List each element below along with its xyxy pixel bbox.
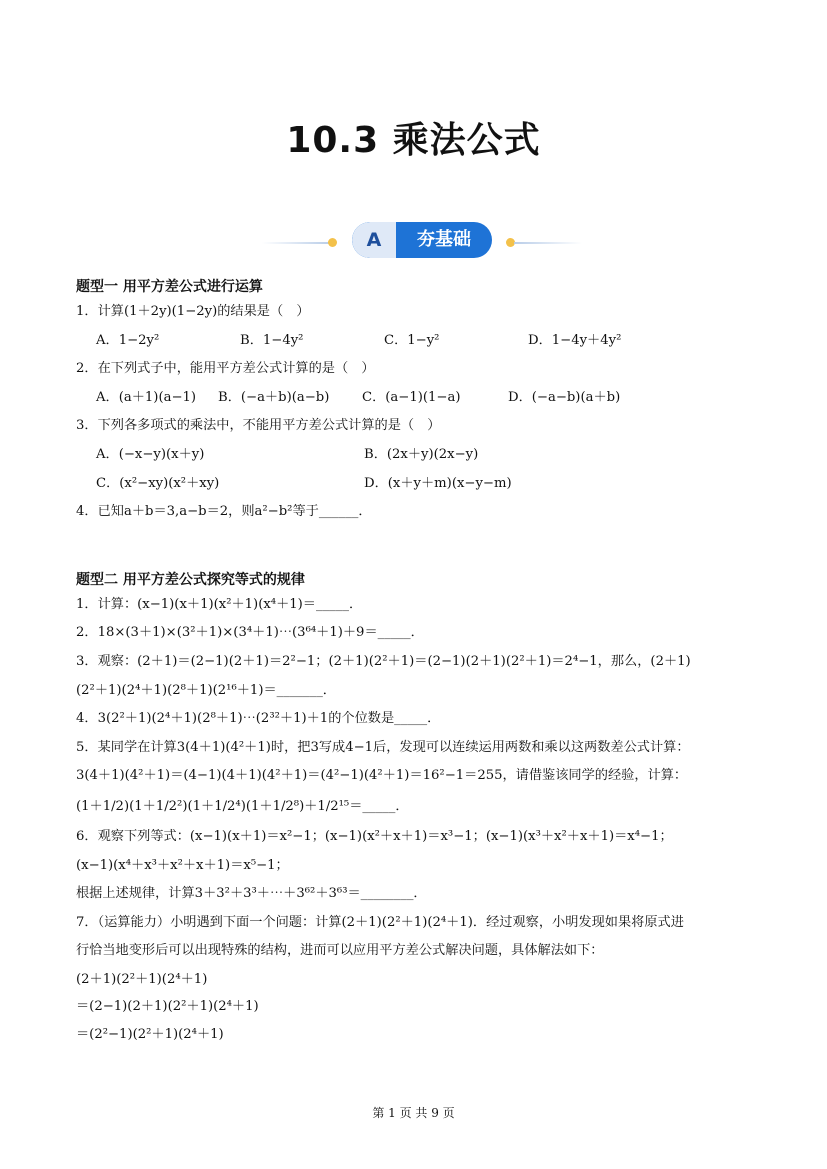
option-c: C．(a−1)(1−a) [362,389,461,405]
option-d: D．1−4y＋4y² [528,332,622,348]
question-2-7-line1: 7．（运算能力）小明遇到下面一个问题：计算(2＋1)(2²＋1)(2⁴＋1)．经过观察，小明发现如果将原式进 [76,914,684,930]
question-2-6-line2: (x−1)(x⁴＋x³＋x²＋x＋1)＝x⁵−1； [76,857,289,873]
question-2-1: 1．计算：(x−1)(x＋1)(x²＋1)(x⁴＋1)＝_____． [76,596,363,612]
question-1-1: 1．计算(1＋2y)(1−2y)的结果是（ ） [76,304,310,319]
option-b: B．1−4y² [240,332,304,348]
question-2-6-line3: 根据上述规律，计算3＋3²＋3³＋⋯＋3⁶²＋3⁶³＝________． [76,886,427,902]
section-heading-1: 题型一 用平方差公式进行运算 [76,279,263,295]
question-2-5-line1: 5．某同学在计算3(4＋1)(4²＋1)时，把3写成4−1后，发现可以连续运用两数和乘以这两数差公式计算： [76,739,690,755]
options-1-2 [76,384,756,413]
question-2-6-line1: 6．观察下列等式：(x−1)(x＋1)＝x²−1；(x−1)(x²＋x＋1)＝x³−1；(x−1)(x³＋x²＋x＋1)＝x⁴−1； [76,828,673,844]
question-2-7-line3: (2＋1)(2²＋1)(2⁴＋1) [76,971,208,987]
question-1-2: 2．在下列式子中，能用平方差公式计算的是（ ） [76,361,375,377]
question-2-5-line3: (1＋1/2)(1＋1/2²)(1＋1/2⁴)(1＋1/2⁸)＋1/2¹⁵＝_____． [76,798,409,814]
question-2-5-line2: 3(4＋1)(4²＋1)＝(4−1)(4＋1)(4²＋1)＝(4²−1)(4²＋1)＝16²−1＝255，请借鉴该同学的经验，计算： [76,768,688,784]
question-2-4: 4．3(2²＋1)(2⁴＋1)(2⁸＋1)⋯(2³²＋1)＋1的个位数是_____． [76,711,441,727]
question-2-7-line2: 行恰当地变形后可以出现特殊的结构，进而可以应用平方差公式解决问题，具体解法如下： [76,943,604,959]
options-1-3-row2 [76,470,756,499]
options-1-1 [76,327,756,356]
option-a: A．(a＋1)(a−1) [96,389,197,405]
option-d: D．(x＋y＋m)(x−y−m) [364,475,512,491]
section-banner [262,222,582,262]
option-a: A．1−2y² [96,332,160,348]
question-2-2: 2．18×(3＋1)×(3²＋1)×(3⁴＋1)⋯(3⁶⁴＋1)＋9＝_____． [76,625,424,641]
page-title: 10.3 乘法公式 [286,120,541,161]
page-footer: 第 1 页 共 9 页 [372,1106,455,1120]
decorative-line-left [262,242,330,244]
question-2-3-line1: 3．观察：(2＋1)＝(2−1)(2＋1)＝2²−1；(2＋1)(2²＋1)＝(2−1)(2＋1)(2²＋1)＝2⁴−1，那么，(2＋1) [76,653,691,669]
worksheet-content [76,276,756,1048]
question-1-3: 3．下列各多项式的乘法中，不能用平方差公式计算的是（ ） [76,418,441,434]
option-b: B．(2x＋y)(2x−y) [364,446,479,462]
question-2-7-line4: ＝(2−1)(2＋1)(2²＋1)(2⁴＋1) [76,999,259,1015]
option-d: D．(−a−b)(a＋b) [508,389,621,405]
decorative-line-right [514,242,582,244]
option-c: C．1−y² [384,332,440,348]
banner-letter: A [352,222,396,258]
options-1-3-row1 [76,441,756,470]
option-c: C．(x²−xy)(x²＋xy) [96,475,220,491]
question-2-3-line2: (2²＋1)(2⁴＋1)(2⁸＋1)(2¹⁶＋1)＝_______． [76,682,336,698]
option-b: B．(−a＋b)(a−b) [218,389,330,405]
section-heading-2: 题型二 用平方差公式探究等式的规律 [76,571,305,588]
option-a: A．(−x−y)(x＋y) [96,446,205,462]
question-1-4: 4．已知a＋b＝3,a−b＝2，则a²−b²等于______． [76,504,372,520]
decorative-dot-left [328,238,337,247]
banner-pill [352,222,492,258]
banner-label: 夯基础 [417,229,471,250]
question-2-7-line5: ＝(2²−1)(2²＋1)(2⁴＋1) [76,1026,224,1042]
